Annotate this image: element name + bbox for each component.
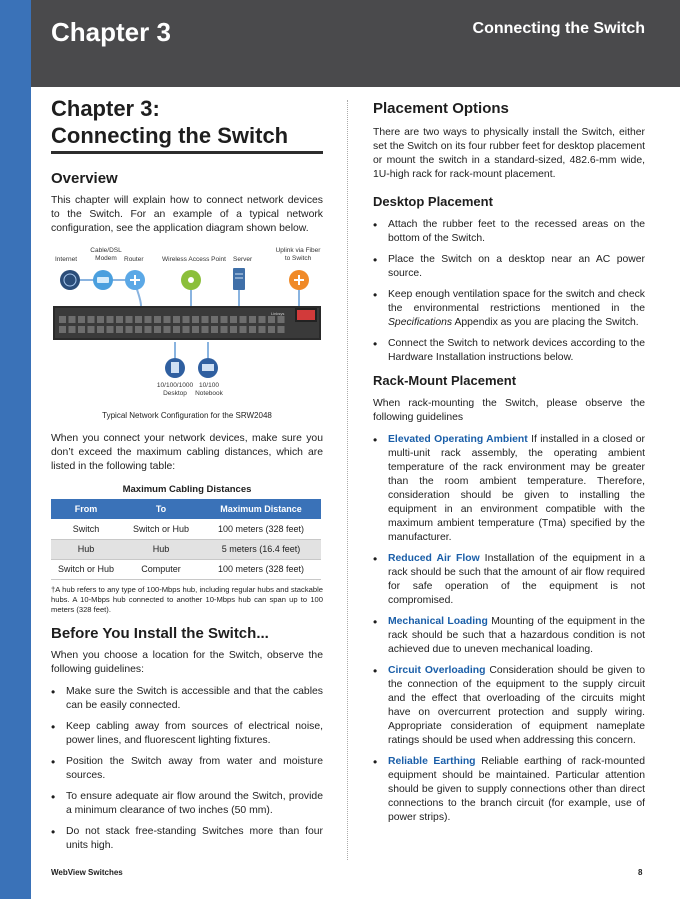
- term-circuit-overloading: Circuit Overloading: [388, 665, 486, 676]
- switch-port: [154, 326, 161, 333]
- switch-port: [183, 316, 190, 323]
- left-column: [51, 95, 323, 860]
- fiber-uplink-icon: [289, 270, 309, 290]
- label-modem: Cable/DSL Modem: [90, 247, 122, 262]
- list-item-text: Reliable earthing of rack-mounted equipment should be maintained. Particular attention should be given to supply connections other than direct connections to the branch circuit (for example, use of power strips).: [388, 756, 645, 823]
- list-item: • Make sure the Switch is accessible and that the cables can be easily connected.: [51, 685, 323, 713]
- switch-port: [164, 316, 171, 323]
- switch-port: [192, 326, 199, 333]
- table-cell: Computer: [121, 559, 201, 579]
- label-internet: Internet: [55, 256, 78, 263]
- table-row: [51, 519, 321, 539]
- switch-port: [107, 316, 114, 323]
- switch-port: [211, 326, 218, 333]
- desktop-heading: Desktop Placement: [373, 194, 493, 209]
- term-elevated-ambient: Elevated Operating Ambient: [388, 434, 528, 445]
- table-title: Maximum Cabling Distances: [122, 484, 252, 495]
- switch-port: [135, 316, 142, 323]
- list-item-text: Consideration should be given to the connection of the equipment to the supply circuit and the effect that overloading of the circuits might have on overcurrent protection and supply wiring. Appropriate consideration of equipment nameplate ratings should be used when addressing this concern.: [388, 665, 646, 746]
- label-router: Router: [124, 256, 144, 263]
- switch-port: [97, 326, 104, 333]
- switch-port: [249, 316, 256, 323]
- list-item: • To ensure adequate air flow around the Switch, provide a minimum clearance of two inches (50 mm).: [51, 790, 323, 818]
- list-item: • Place the Switch on a desktop near an AC power source.: [373, 253, 645, 281]
- table-cell: 100 meters (328 feet): [201, 519, 321, 539]
- rack-text: When rack-mounting the Switch, please observe the following guidelines: [373, 398, 645, 423]
- globe-icon: [60, 270, 80, 290]
- switch-port: [249, 326, 256, 333]
- switch-port: [126, 326, 133, 333]
- list-item: • Attach the rubber feet to the recessed areas on the bottom of the Switch.: [373, 218, 645, 246]
- switch-port: [88, 316, 95, 323]
- switch-port: [278, 326, 285, 333]
- table-cell: Hub: [121, 539, 201, 559]
- server-icon: [233, 268, 245, 290]
- switch-port: [78, 316, 85, 323]
- list-item: • Keep cabling away from sources of electrical noise, power lines, and fluorescent lighting fixtures.: [51, 720, 323, 748]
- router-icon: [125, 270, 145, 290]
- table-row: [51, 539, 321, 559]
- table-cell: 5 meters (16.4 feet): [201, 539, 321, 559]
- list-item-text: If installed in a closed or multi-unit rack assembly, the operating ambient temperature of the rack environment may be greater than the room ambient temperature. Therefore, consideration should be given to installing the equipment in an environment compatible with the maximum ambient temperature (Tma) specified by the manufacturer.: [388, 434, 645, 543]
- label-access-point: Wireless Access Point: [162, 256, 226, 263]
- switch-port: [69, 326, 76, 333]
- label-notebook: 10/100 Notebook: [195, 382, 223, 397]
- switch-port: [259, 316, 266, 323]
- rack-heading: Rack-Mount Placement: [373, 373, 517, 388]
- term-mechanical-loading: Mechanical Loading: [388, 616, 488, 627]
- header-edge: [680, 0, 695, 87]
- switch-port: [88, 326, 95, 333]
- switch-port: [59, 316, 66, 323]
- label-uplink: Uplink via Fiber to Switch: [275, 247, 321, 262]
- table-cell: Switch or Hub: [51, 559, 121, 579]
- right-column: [373, 100, 645, 832]
- before-list: [51, 685, 323, 853]
- desktop-icon: [165, 358, 185, 378]
- switch-port: [259, 326, 266, 333]
- switch-port: [240, 316, 247, 323]
- switch-port: [221, 326, 228, 333]
- chapter-title-line2: Connecting the Switch: [51, 123, 289, 148]
- switch-port: [240, 326, 247, 333]
- list-item: • Do not stack free-standing Switches more than four units high.: [51, 825, 323, 853]
- switch-port: [69, 316, 76, 323]
- before-text: When you choose a location for the Switch, observe the following guidelines:: [51, 649, 323, 675]
- switch-port: [278, 316, 285, 323]
- switch-port: [116, 316, 123, 323]
- chapter-title: [51, 95, 323, 154]
- table-footnote: †A hub refers to any type of 100-Mbps hub, including regular hubs and stackable hubs. A 10-Mbps hub connected to another 10-Mbps hub can span up to 100 meters (328 feet).: [51, 584, 323, 614]
- switch-port: [164, 326, 171, 333]
- term-reduced-air-flow: Reduced Air Flow: [388, 553, 480, 564]
- table-header-row: [51, 499, 321, 519]
- side-accent-bar: [0, 0, 31, 899]
- list-item: [373, 288, 645, 330]
- switch-port: [173, 326, 180, 333]
- term-reliable-earthing: Reliable Earthing: [388, 756, 476, 767]
- desktop-list: [373, 218, 645, 365]
- list-item: [373, 664, 645, 748]
- switch-port: [107, 326, 114, 333]
- network-diagram: [51, 244, 323, 420]
- access-point-icon: [181, 270, 201, 290]
- cabling-table: [51, 499, 321, 580]
- table-cell: Hub: [51, 539, 121, 559]
- overview-text: This chapter will explain how to connect network devices to the Switch. For an example of a typical network configuration, see the application diagram shown below.: [51, 195, 323, 234]
- switch-port: [126, 316, 133, 323]
- list-item: [373, 615, 645, 657]
- notebook-icon: [198, 358, 218, 378]
- switch-port: [211, 316, 218, 323]
- column-divider: [347, 100, 348, 860]
- switch-port: [154, 316, 161, 323]
- header-chapter: Chapter 3: [51, 17, 171, 47]
- table-cell: Switch: [51, 519, 121, 539]
- list-item: [373, 433, 645, 545]
- footer-product: WebView Switches: [51, 868, 123, 877]
- switch-port: [78, 326, 85, 333]
- table-row: [51, 559, 321, 579]
- switch-port: [221, 316, 228, 323]
- list-item: [373, 755, 645, 825]
- placement-heading: Placement Options: [373, 100, 509, 117]
- table-header: Maximum Distance: [201, 499, 321, 519]
- page-header: [31, 0, 695, 87]
- modem-icon: [93, 270, 113, 290]
- switch-port: [268, 326, 275, 333]
- switch-port: [230, 316, 237, 323]
- list-item-text: Mounting of the equipment in the rack should be such that a hazardous condition is not achieved due to uneven mechanical loading.: [388, 616, 646, 655]
- rack-list: [373, 433, 645, 825]
- switch-brand: Linksys: [271, 311, 285, 316]
- overview-heading: Overview: [51, 170, 118, 187]
- page-number: 8: [638, 868, 643, 877]
- switch-port: [183, 326, 190, 333]
- cabling-table-block: [51, 484, 323, 615]
- specifications-ref: Specifications: [388, 317, 453, 328]
- switch-port: [145, 326, 152, 333]
- switch-port: [135, 326, 142, 333]
- list-item: • Connect the Switch to network devices according to the Hardware Installation instructions below.: [373, 337, 645, 365]
- connect-text: When you connect your network devices, make sure you don’t exceed the maximum cabling distances, which are listed in the following table:: [51, 433, 323, 472]
- switch-port: [268, 316, 275, 323]
- diagram-caption: Typical Network Configuration for the SRW2048: [102, 411, 272, 420]
- chapter-title-line1: Chapter 3:: [51, 96, 160, 121]
- switch-port: [116, 326, 123, 333]
- list-item: • Position the Switch away from water and moisture sources.: [51, 755, 323, 783]
- before-heading: Before You Install the Switch...: [51, 624, 269, 642]
- list-item-text: Installation of the equipment in a rack should be such that the amount of air flow required for safe operation of the equipment is not compromised.: [388, 553, 645, 606]
- switch-port: [59, 326, 66, 333]
- switch-port: [173, 316, 180, 323]
- list-item: [373, 552, 645, 608]
- table-cell: 100 meters (328 feet): [201, 559, 321, 579]
- switch-port: [230, 326, 237, 333]
- table-cell: Switch or Hub: [121, 519, 201, 539]
- list-item-text: Keep enough ventilation space for the switch and check the environmental restrictions mentioned in the: [388, 289, 645, 314]
- switch-port: [145, 316, 152, 323]
- table-header: From: [51, 499, 121, 519]
- placement-text: There are two ways to physically install the Switch, either set the Switch on its four rubber feet for desktop placement or mount the switch in a standard-sized, 482.6-mm wide, 1U-high rack for rack-mount placement.: [373, 127, 645, 180]
- switch-port: [192, 316, 199, 323]
- header-section: Connecting the Switch: [472, 20, 645, 37]
- table-header: To: [121, 499, 201, 519]
- switch-port: [202, 326, 209, 333]
- label-server: Server: [233, 256, 253, 263]
- switch-port: [97, 316, 104, 323]
- label-desktop: 10/100/1000 Desktop: [156, 382, 194, 397]
- list-item-tail: Appendix as you are placing the Switch.: [452, 317, 639, 328]
- switch-port: [202, 316, 209, 323]
- diagram-graphics: [51, 244, 323, 394]
